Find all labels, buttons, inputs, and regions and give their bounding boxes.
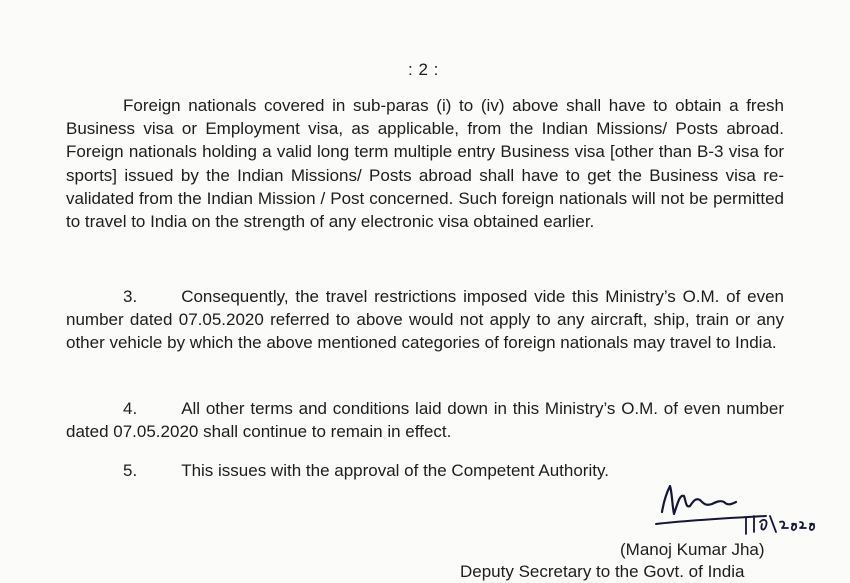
paragraph-foreign-nationals: Foreign nationals covered in sub-paras (i) to (iv) above shall have to obtain a fresh Business visa or Employment visa, as applicable, from the Indian Missions/ Posts abroad. Foreign nationals holding a valid long term multiple entry Business visa [other than B-3 visa for sports] issued by the Indian Missions/ Posts abroad shall have to get the Business visa re-validated from the Indian Mission / Post concerned. Such foreign nationals will not be permitted to travel to India on the strength of any electronic visa obtained earlier. — [66, 96, 784, 232]
paragraph-4-number: 4. — [123, 399, 138, 418]
paragraph-5-number: 5. — [123, 461, 138, 480]
signatory-designation: Deputy Secretary to the Govt. of India — [460, 562, 745, 581]
page-number: : 2 : — [408, 60, 439, 79]
paragraph-4-text: All other terms and conditions laid down in this Ministry’s O.M. of even number dated 07.05.2020 shall continue to remain in effect. — [66, 399, 784, 442]
paragraph-4 — [66, 397, 784, 443]
signatory-name: (Manoj Kumar Jha) — [620, 540, 765, 559]
paragraph-5-text: This issues with the approval of the Competent Authority. — [181, 461, 609, 480]
paragraph-3 — [66, 285, 784, 355]
handwritten-signature — [650, 478, 825, 548]
paragraph-3-number: 3. — [123, 287, 138, 306]
paragraph-3-text: Consequently, the travel restrictions imposed vide this Ministry’s O.M. of even number dated 07.05.2020 referred to above would not apply to any aircraft, ship, train or any other vehicle by which the above mentioned categories of foreign nationals may travel to India. — [66, 287, 784, 353]
